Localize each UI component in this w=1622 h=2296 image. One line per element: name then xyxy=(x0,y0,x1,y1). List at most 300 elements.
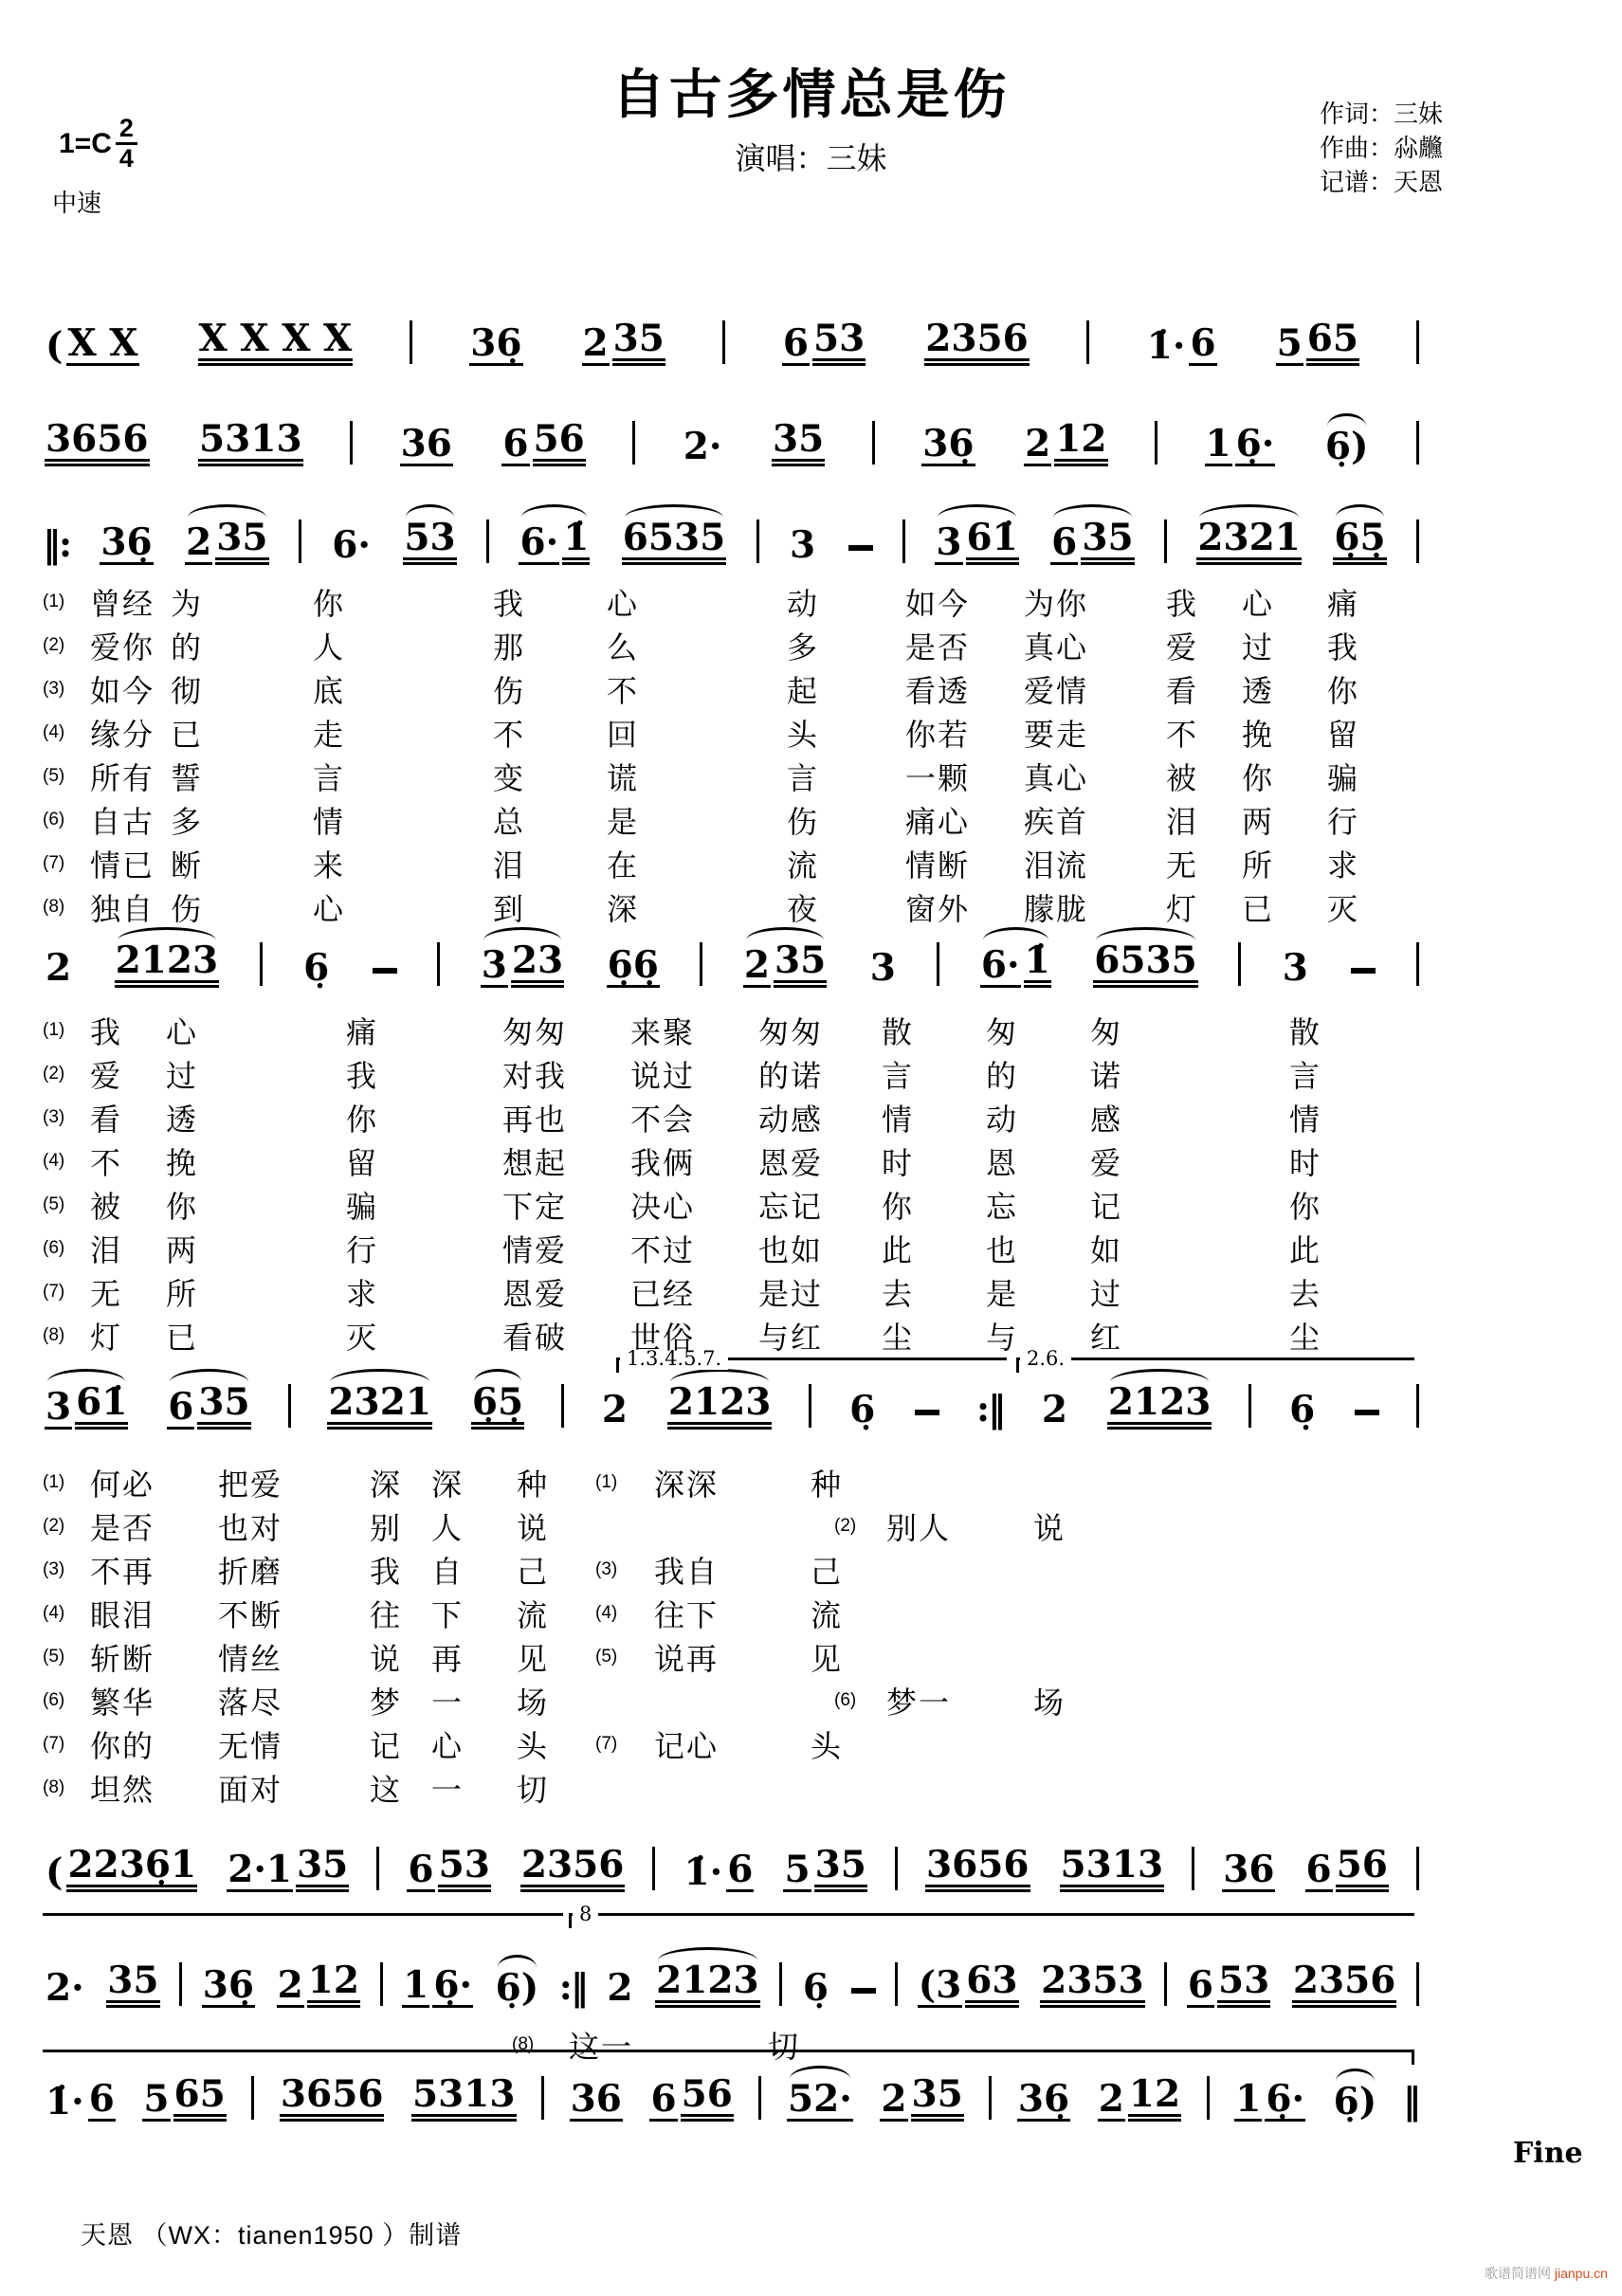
lyric-word: 灯 xyxy=(90,1321,123,1355)
lyric-word: 往 xyxy=(370,1598,403,1632)
lyric-word: 看 xyxy=(1166,674,1199,708)
lyric-word: 我 xyxy=(1327,630,1360,665)
lyric-word: 过 xyxy=(1090,1277,1123,1311)
note: 35 xyxy=(106,1960,159,2008)
note-group xyxy=(167,1382,250,1430)
lyric-word: 把爱 xyxy=(218,1467,283,1502)
note-group xyxy=(789,525,816,565)
note-group xyxy=(915,1410,939,1430)
lyric-word: 所 xyxy=(1242,848,1275,883)
note: 6· xyxy=(980,943,1020,987)
lyric-word: 匆匆 xyxy=(502,1015,568,1049)
volta-bracket-8 xyxy=(569,1903,1414,1925)
lyric-word: 流 xyxy=(787,848,820,883)
lyric-word: 总 xyxy=(493,805,526,839)
volta-bracket-1-3-4-5-7 xyxy=(616,1347,1007,1370)
note-group xyxy=(1050,518,1134,565)
lyric-row xyxy=(595,1548,843,1592)
lyric-word: 头 xyxy=(787,718,820,752)
lyric-word: 你 xyxy=(1242,761,1275,795)
note: 1 xyxy=(1205,422,1231,465)
note: 2·1 xyxy=(228,1848,293,1891)
note-group xyxy=(106,1960,159,2008)
barline xyxy=(251,2076,254,2120)
note-group xyxy=(45,1382,128,1430)
verse-number: (7) xyxy=(43,1282,65,1302)
note-group xyxy=(1024,419,1107,466)
note-group xyxy=(1146,323,1217,366)
lyric-word: 情爱 xyxy=(502,1233,568,1267)
lyric-word: 灯 xyxy=(1166,892,1199,926)
lyric-word: 情断 xyxy=(905,848,971,883)
note-group xyxy=(227,1845,349,1892)
barline xyxy=(376,1847,379,1890)
lyric-word: 被 xyxy=(1166,761,1199,795)
verse-number: (1) xyxy=(43,592,65,611)
lyric-word: 求 xyxy=(1327,848,1360,883)
lyric-word: 种 xyxy=(517,1467,550,1502)
lyric-word: 这 xyxy=(370,1773,403,1807)
barline xyxy=(179,1962,182,2006)
verse-number: (2) xyxy=(43,1064,65,1084)
note-group xyxy=(373,968,397,988)
note-group xyxy=(471,1382,524,1430)
note: X X X X xyxy=(198,319,354,366)
note-group xyxy=(667,1382,773,1430)
note: 6̣5̣ xyxy=(471,1382,524,1430)
note-group xyxy=(743,940,827,988)
lyric-word: 疾首 xyxy=(1024,805,1089,839)
lyricist-credit: 作词：三妹 xyxy=(1320,100,1444,128)
note-group xyxy=(1305,1845,1389,1892)
lyric-word: 看 xyxy=(90,1102,123,1137)
verse-number: (1) xyxy=(43,1020,65,1040)
note: 6535 xyxy=(622,518,727,565)
lyric-word: 我 xyxy=(493,587,526,621)
barline xyxy=(1192,1847,1194,1890)
barline xyxy=(1416,519,1419,563)
lyric-row xyxy=(43,711,1359,755)
lyric-row xyxy=(595,1504,843,1548)
note: 12 xyxy=(1128,2074,1181,2122)
lyric-word: 动 xyxy=(787,587,820,621)
note: 6 xyxy=(408,1848,434,1891)
maker-credit: 天恩 （WX：tianen1950 ）制谱 xyxy=(81,2221,463,2250)
lyric-word: 看透 xyxy=(905,674,971,708)
lyric-word: 与红 xyxy=(758,1321,824,1355)
lyric-word: 也对 xyxy=(218,1511,283,1545)
verse-number: (5) xyxy=(595,1647,618,1667)
lyric-word: 我俩 xyxy=(630,1146,696,1180)
note: 3 xyxy=(790,523,816,567)
notation-system-interlude-2 xyxy=(43,1960,1419,2008)
note-group xyxy=(1017,2079,1070,2122)
lyric-word: 的诺 xyxy=(758,1059,824,1093)
lyric-word: 去 xyxy=(882,1277,915,1311)
lyric-word: 己 xyxy=(517,1555,550,1589)
lyric-word: 伤 xyxy=(493,674,526,708)
lyric-word: 是否 xyxy=(905,630,971,665)
note: 6 xyxy=(650,2077,677,2121)
lyric-word: 所有 xyxy=(90,761,155,795)
note: 1̇ xyxy=(562,518,590,565)
barline xyxy=(779,1962,782,2006)
lyric-row xyxy=(834,1679,1066,1722)
verse-number: (3) xyxy=(43,1559,65,1579)
barline: :‖ xyxy=(975,1387,1004,1430)
note: 6 xyxy=(168,1385,194,1429)
lyric-row xyxy=(43,1461,549,1504)
lyric-word: 下定 xyxy=(502,1190,568,1224)
lyric-word: 恩爱 xyxy=(502,1277,568,1311)
lyric-word: 过 xyxy=(166,1059,199,1093)
lyric-word: 缘分 xyxy=(90,718,155,752)
note: 5 xyxy=(143,2077,170,2121)
lyric-word: 恩 xyxy=(986,1146,1019,1180)
verse-number: (6) xyxy=(43,810,65,829)
lyric-word: 看破 xyxy=(502,1321,568,1355)
note-group xyxy=(980,940,1051,988)
note: 2123 xyxy=(655,1960,760,2008)
lyric-word: 爱 xyxy=(1166,630,1199,665)
lyric-word: 泪 xyxy=(493,848,526,883)
note-group xyxy=(302,948,330,988)
lyric-word: 挽 xyxy=(166,1146,199,1180)
lyric-row xyxy=(43,1504,549,1548)
note: 2123 xyxy=(1107,1382,1212,1430)
lyric-word: 的 xyxy=(171,630,204,665)
lyric-word: 往下 xyxy=(654,1598,720,1632)
verse-number: (8) xyxy=(43,1325,65,1345)
lyrics-section-c-first-ending xyxy=(595,1461,843,1810)
lyric-word: 我自 xyxy=(654,1555,720,1589)
lyric-word: 与 xyxy=(986,1321,1019,1355)
note: 2· xyxy=(46,1966,84,2010)
barline: ‖ xyxy=(1402,2079,1419,2123)
lyric-word: 底 xyxy=(313,674,346,708)
note: 2123 xyxy=(667,1382,773,1430)
lyric-word: 彻 xyxy=(171,674,204,708)
lyrics-coda-verse-8 xyxy=(512,2023,800,2067)
verse-number: (7) xyxy=(43,1734,65,1754)
lyric-word: 你 xyxy=(346,1102,379,1137)
barline xyxy=(1155,421,1157,465)
lyric-row xyxy=(43,1548,549,1592)
lyric-word: 谎 xyxy=(607,761,640,795)
lyric-word: 在 xyxy=(607,848,640,883)
lyric-word: 是 xyxy=(986,1277,1019,1311)
lyric-word: 感 xyxy=(1090,1102,1123,1137)
lyric-word: 爱情 xyxy=(1024,674,1089,708)
note: 6̣· xyxy=(433,1963,473,2007)
note-group xyxy=(45,323,139,366)
barline xyxy=(350,421,353,465)
lyric-word: 说 xyxy=(517,1511,550,1545)
lyric-word: 已 xyxy=(1242,892,1275,926)
note: 2 xyxy=(46,946,72,990)
lyric-word: 伤 xyxy=(171,892,204,926)
lyric-word: 回 xyxy=(607,718,640,752)
lyric-row xyxy=(595,1635,843,1679)
note: 6 xyxy=(1051,520,1078,564)
lyric-word: 来聚 xyxy=(630,1015,696,1049)
note: ( xyxy=(46,324,64,368)
note-group xyxy=(582,319,665,366)
note: 1 xyxy=(1235,2077,1262,2121)
lyric-word: 匆匆 xyxy=(758,1015,824,1049)
lyric-word: 要走 xyxy=(1024,718,1089,752)
note-group xyxy=(1355,1410,1379,1430)
lyric-word: 不再 xyxy=(90,1555,155,1589)
note-group xyxy=(869,948,897,988)
note-group xyxy=(1222,1850,1275,1892)
lyric-word: 是过 xyxy=(758,1277,824,1311)
note-group xyxy=(782,319,866,366)
note: 3 xyxy=(46,1385,72,1429)
lyric-row xyxy=(43,842,1359,885)
note: 2 xyxy=(582,321,609,365)
lyric-word: 为你 xyxy=(1024,587,1089,621)
lyric-word: 伤 xyxy=(787,805,820,839)
lyric-row xyxy=(43,798,1359,842)
note: 2 xyxy=(607,1966,633,2010)
lyric-word: 说 xyxy=(1033,1511,1066,1545)
note: 5313 xyxy=(1060,1845,1165,1892)
note-group xyxy=(1333,518,1386,565)
volta-bracket-2-6 xyxy=(1016,1347,1414,1370)
lyric-word: 散 xyxy=(1289,1015,1322,1049)
note-group xyxy=(403,518,456,565)
lyric-word: 别 xyxy=(370,1511,403,1545)
note: 6· xyxy=(332,523,372,567)
watermark-site-name: 歌谱简谱网 xyxy=(1485,2266,1555,2281)
lyric-word: 的 xyxy=(986,1059,1019,1093)
verse-number: (6) xyxy=(834,1690,857,1710)
lyrics-section-b xyxy=(43,1009,1321,1358)
lyric-word: 如今 xyxy=(905,587,971,621)
note: 2 xyxy=(601,1388,628,1431)
note: 2 xyxy=(1041,1388,1067,1431)
lyric-word: 如 xyxy=(1090,1233,1123,1267)
notation-system-intro-2 xyxy=(43,419,1419,466)
note: 61̇ xyxy=(75,1382,128,1430)
lyric-row xyxy=(43,1227,1321,1270)
note-group xyxy=(570,2079,623,2122)
note-group xyxy=(921,424,975,466)
lyric-word: 留 xyxy=(1327,718,1360,752)
note: 2 xyxy=(743,943,771,987)
note-group xyxy=(202,1965,255,2008)
lyric-word: 不 xyxy=(493,718,526,752)
note: 6 xyxy=(727,1848,754,1891)
barline xyxy=(758,2076,761,2120)
note: 2356 xyxy=(520,1845,626,1892)
lyric-word: 想起 xyxy=(502,1146,568,1180)
lyric-word: 痛 xyxy=(346,1015,379,1049)
note: 36 xyxy=(1223,1848,1275,1891)
lyric-row xyxy=(43,1679,549,1722)
volta-label: 8 xyxy=(573,1903,598,1925)
lyric-word: 言 xyxy=(882,1059,915,1093)
lyric-word: 断 xyxy=(171,848,204,883)
lyric-word: 时 xyxy=(1289,1146,1322,1180)
notation-system-verse-b xyxy=(43,940,1419,988)
note: 6 xyxy=(502,422,529,465)
barline xyxy=(1164,519,1167,563)
lyric-word: 自古 xyxy=(90,805,155,839)
note: 2 xyxy=(881,2077,907,2121)
note-group xyxy=(185,518,268,565)
lyric-word: 己 xyxy=(811,1555,844,1589)
note-group xyxy=(331,525,372,565)
lyric-word: 言 xyxy=(787,761,820,795)
note: 1̇ xyxy=(1024,940,1051,988)
note-group xyxy=(411,2074,517,2122)
note xyxy=(373,968,397,974)
lyric-word: 我 xyxy=(370,1555,403,1589)
lyric-word: 是 xyxy=(607,805,640,839)
transcriber-credit: 记谱：天恩 xyxy=(1320,168,1444,196)
lyric-word: 面对 xyxy=(218,1773,283,1807)
barline: ‖: xyxy=(43,522,71,566)
note: 56 xyxy=(1336,1845,1389,1892)
lyric-row xyxy=(595,1722,843,1766)
note-group xyxy=(495,1968,540,2008)
lyric-word: 时 xyxy=(882,1146,915,1180)
note-group xyxy=(772,419,825,466)
barline xyxy=(989,2076,992,2120)
note-group xyxy=(327,1382,432,1430)
lyric-word: 心 xyxy=(1242,587,1275,621)
lyric-word: 求 xyxy=(346,1277,379,1311)
lyric-word: 决心 xyxy=(630,1190,696,1224)
lyric-row xyxy=(834,1461,1066,1504)
lyric-word: 已 xyxy=(171,718,204,752)
lyric-word: 不 xyxy=(1166,718,1199,752)
note: 63 xyxy=(965,1960,1018,2008)
note-group xyxy=(1276,319,1359,366)
barline xyxy=(1416,1384,1419,1428)
lyric-row xyxy=(43,580,1359,624)
lyric-word: 说 xyxy=(370,1642,403,1676)
note-group xyxy=(277,1960,360,2008)
note xyxy=(1355,1410,1379,1415)
barline xyxy=(902,519,905,563)
lyric-word: 爱 xyxy=(1090,1146,1123,1180)
lyric-word: 被 xyxy=(90,1190,123,1224)
note-group xyxy=(787,2079,853,2122)
verse-number: (3) xyxy=(595,1559,618,1579)
note-group xyxy=(683,427,723,466)
verse-number: (3) xyxy=(43,1107,65,1127)
note: 6̣6̣ xyxy=(607,943,659,987)
lyric-word: 透 xyxy=(166,1102,199,1137)
volta-label: 1.3.4.5.7. xyxy=(620,1347,728,1370)
note: 6̣) xyxy=(1324,425,1369,468)
barline xyxy=(541,2076,544,2120)
note: 36̣ xyxy=(202,1963,255,2007)
note-group xyxy=(115,940,220,988)
verse-number: (1) xyxy=(43,1472,65,1492)
lyric-word: 这一 xyxy=(569,2030,634,2064)
volta-continuation-line xyxy=(43,1913,563,1916)
note-group xyxy=(1288,1390,1316,1430)
lyric-row xyxy=(834,1504,1066,1548)
lyric-word: 留 xyxy=(346,1146,379,1180)
barline xyxy=(1416,1962,1419,2006)
note-group xyxy=(601,1390,629,1430)
lyric-word: 记 xyxy=(1090,1190,1123,1224)
lyric-word: 折磨 xyxy=(218,1555,283,1589)
notation-system-intro-1 xyxy=(43,319,1419,366)
lyric-row xyxy=(595,1461,843,1504)
lyric-word: 走 xyxy=(313,718,346,752)
note-group xyxy=(481,940,564,988)
note: 2236̣1 xyxy=(66,1845,197,1892)
lyric-row xyxy=(43,1635,549,1679)
note: 2321 xyxy=(1196,518,1302,565)
note: 12 xyxy=(307,1960,360,2008)
lyric-row xyxy=(834,1548,1066,1592)
note: 6· xyxy=(519,520,559,564)
note: 5 xyxy=(1276,321,1303,365)
note-group xyxy=(1093,940,1198,988)
lyric-row xyxy=(43,1096,1321,1139)
note: 6̣ xyxy=(303,946,330,990)
lyric-word: 多 xyxy=(787,630,820,665)
note-group xyxy=(45,419,150,466)
verse-number: (3) xyxy=(43,679,65,699)
lyric-word: 此 xyxy=(882,1233,915,1267)
lyric-row xyxy=(595,1679,843,1722)
note-group xyxy=(783,1845,866,1892)
lyric-word: 言 xyxy=(313,761,346,795)
note-group xyxy=(198,319,354,366)
performer-line: 演唱：三妹 xyxy=(735,141,887,175)
lyric-word: 再 xyxy=(431,1642,465,1676)
note: 3656 xyxy=(45,419,150,466)
note: 2 xyxy=(186,520,212,564)
barline xyxy=(809,1384,811,1428)
note: 53 xyxy=(1217,1960,1270,2008)
lyric-word: 繁华 xyxy=(90,1686,155,1720)
note-group xyxy=(802,1968,829,2008)
lyric-row xyxy=(43,1722,549,1766)
note: 2321 xyxy=(327,1382,432,1430)
lyric-word: 骗 xyxy=(1327,761,1360,795)
note: 3 xyxy=(869,946,896,990)
lyric-word: 情 xyxy=(1289,1102,1322,1137)
lyric-row xyxy=(43,1766,549,1810)
lyric-word: 起 xyxy=(787,674,820,708)
lyric-word: 到 xyxy=(493,892,526,926)
lyric-word: 夜 xyxy=(787,892,820,926)
lyric-word: 透 xyxy=(1242,674,1275,708)
lyric-word: 深 xyxy=(431,1467,465,1502)
note-group xyxy=(925,1845,1030,1892)
note: 36̣ xyxy=(922,422,975,465)
lyric-word: 忘记 xyxy=(758,1190,824,1224)
note: 23 xyxy=(511,940,564,988)
song-title: 自古多情总是伤 xyxy=(611,64,1011,124)
note-group xyxy=(622,518,727,565)
lyric-word: 真心 xyxy=(1024,630,1089,665)
lyric-word: 人 xyxy=(431,1511,465,1545)
site-watermark xyxy=(1485,2264,1608,2283)
note: 2 xyxy=(1098,2077,1124,2121)
note: ( xyxy=(46,1850,64,1894)
note: 2 xyxy=(277,1963,303,2007)
